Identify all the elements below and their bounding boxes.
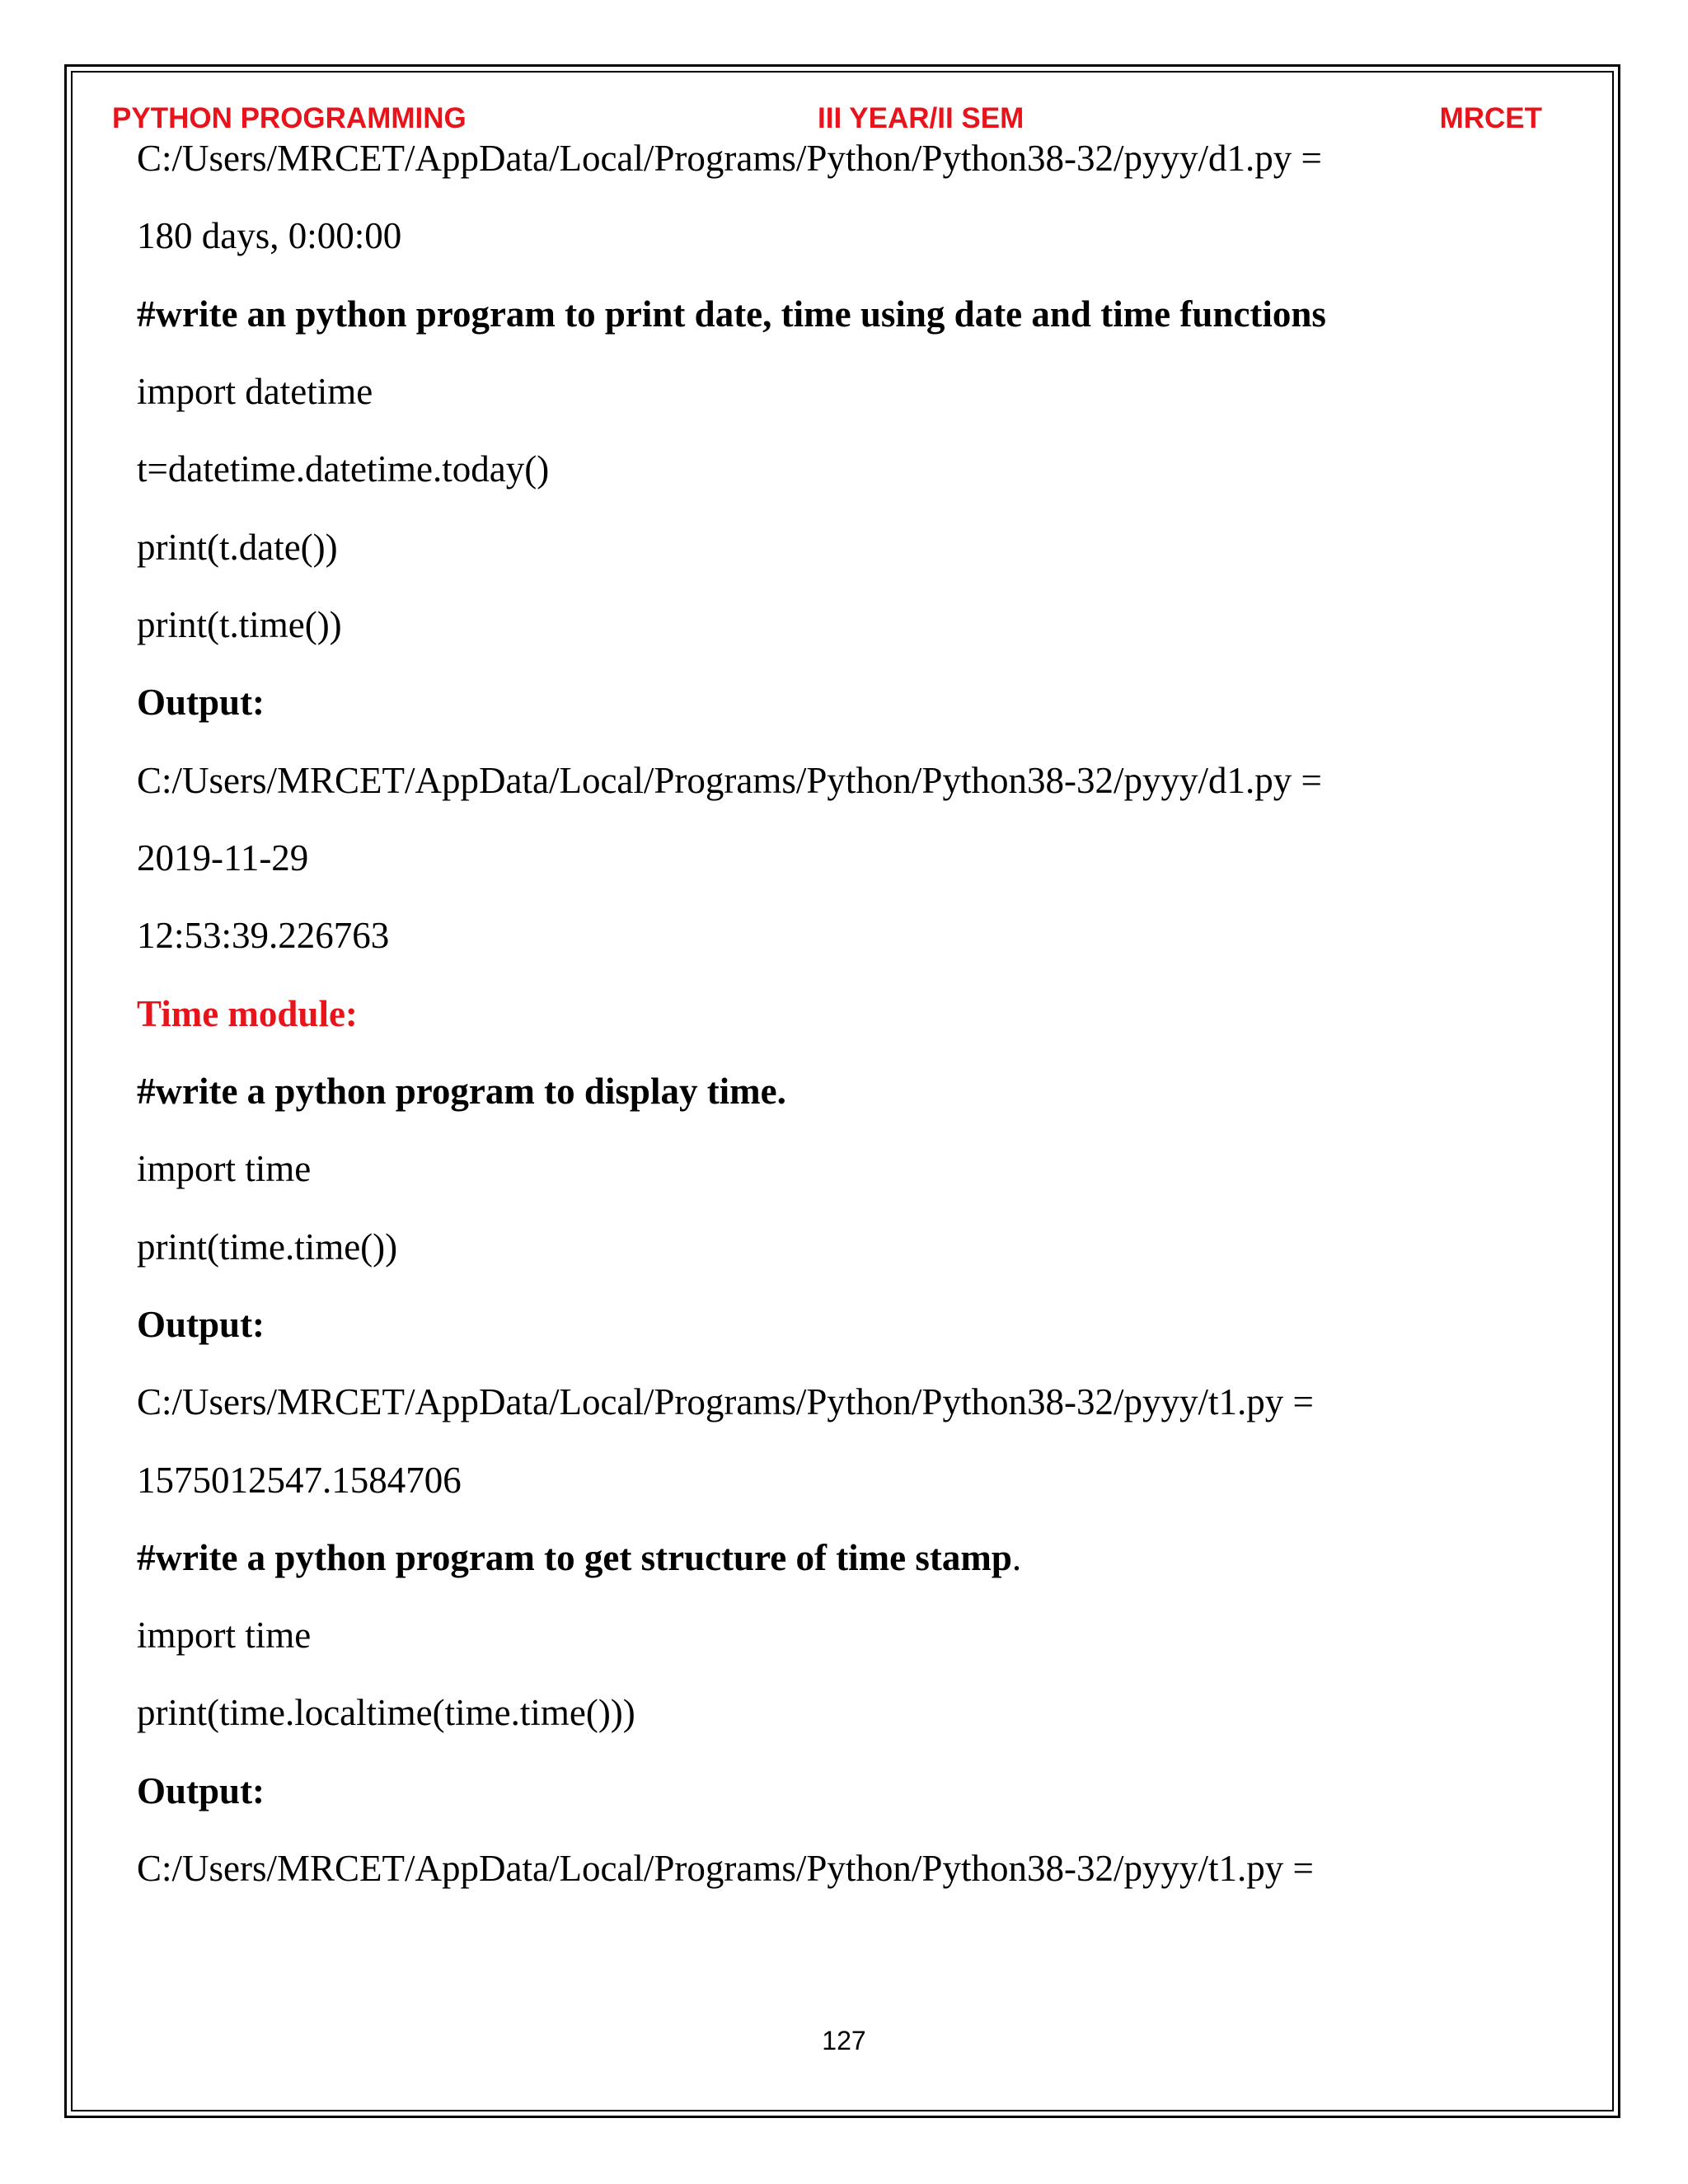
heading-period: . — [1011, 1537, 1022, 1578]
output-label: Output: — [137, 682, 265, 723]
program-heading-line — [137, 1533, 1021, 1582]
output-path-line: C:/Users/MRCET/AppData/Local/Programs/Python/Python38-32/pyyy/t1.py = — [137, 1848, 1314, 1889]
code-line: print(t.date()) — [137, 527, 338, 568]
code-line: print(t.time()) — [137, 604, 342, 645]
output-value-line: 180 days, 0:00:00 — [137, 215, 402, 256]
output-value-line: 1575012547.1584706 — [137, 1460, 462, 1501]
output-label: Output: — [137, 1304, 265, 1345]
output-value-line: 2019-11-29 — [137, 837, 309, 879]
code-line: import datetime — [137, 371, 373, 412]
section-heading: Time module: — [137, 993, 358, 1034]
code-line: import time — [137, 1148, 312, 1189]
header-institution: MRCET — [1439, 102, 1542, 134]
output-path-line: C:/Users/MRCET/AppData/Local/Programs/Python/Python38-32/pyyy/d1.py = — [137, 138, 1322, 179]
output-path-line: C:/Users/MRCET/AppData/Local/Programs/Python/Python38-32/pyyy/d1.py = — [137, 760, 1322, 801]
page-number: 127 — [822, 2026, 866, 2055]
code-line: print(time.time()) — [137, 1226, 398, 1268]
code-line: print(time.localtime(time.time())) — [137, 1692, 635, 1733]
program-heading: #write a python program to get structure of time stamp — [137, 1537, 1012, 1578]
program-heading: #write an python program to print date, time using date and time functions — [137, 293, 1326, 335]
code-line: t=datetime.datetime.today() — [137, 448, 550, 490]
output-label: Output: — [137, 1770, 265, 1811]
header-course-title: PYTHON PROGRAMMING — [112, 102, 467, 134]
header-year-semester: III YEAR/II SEM — [818, 102, 1025, 134]
output-value-line: 12:53:39.226763 — [137, 915, 390, 956]
program-heading: #write a python program to display time. — [137, 1071, 786, 1112]
output-path-line: C:/Users/MRCET/AppData/Local/Programs/Python/Python38-32/pyyy/t1.py = — [137, 1381, 1314, 1422]
code-line: import time — [137, 1615, 312, 1656]
